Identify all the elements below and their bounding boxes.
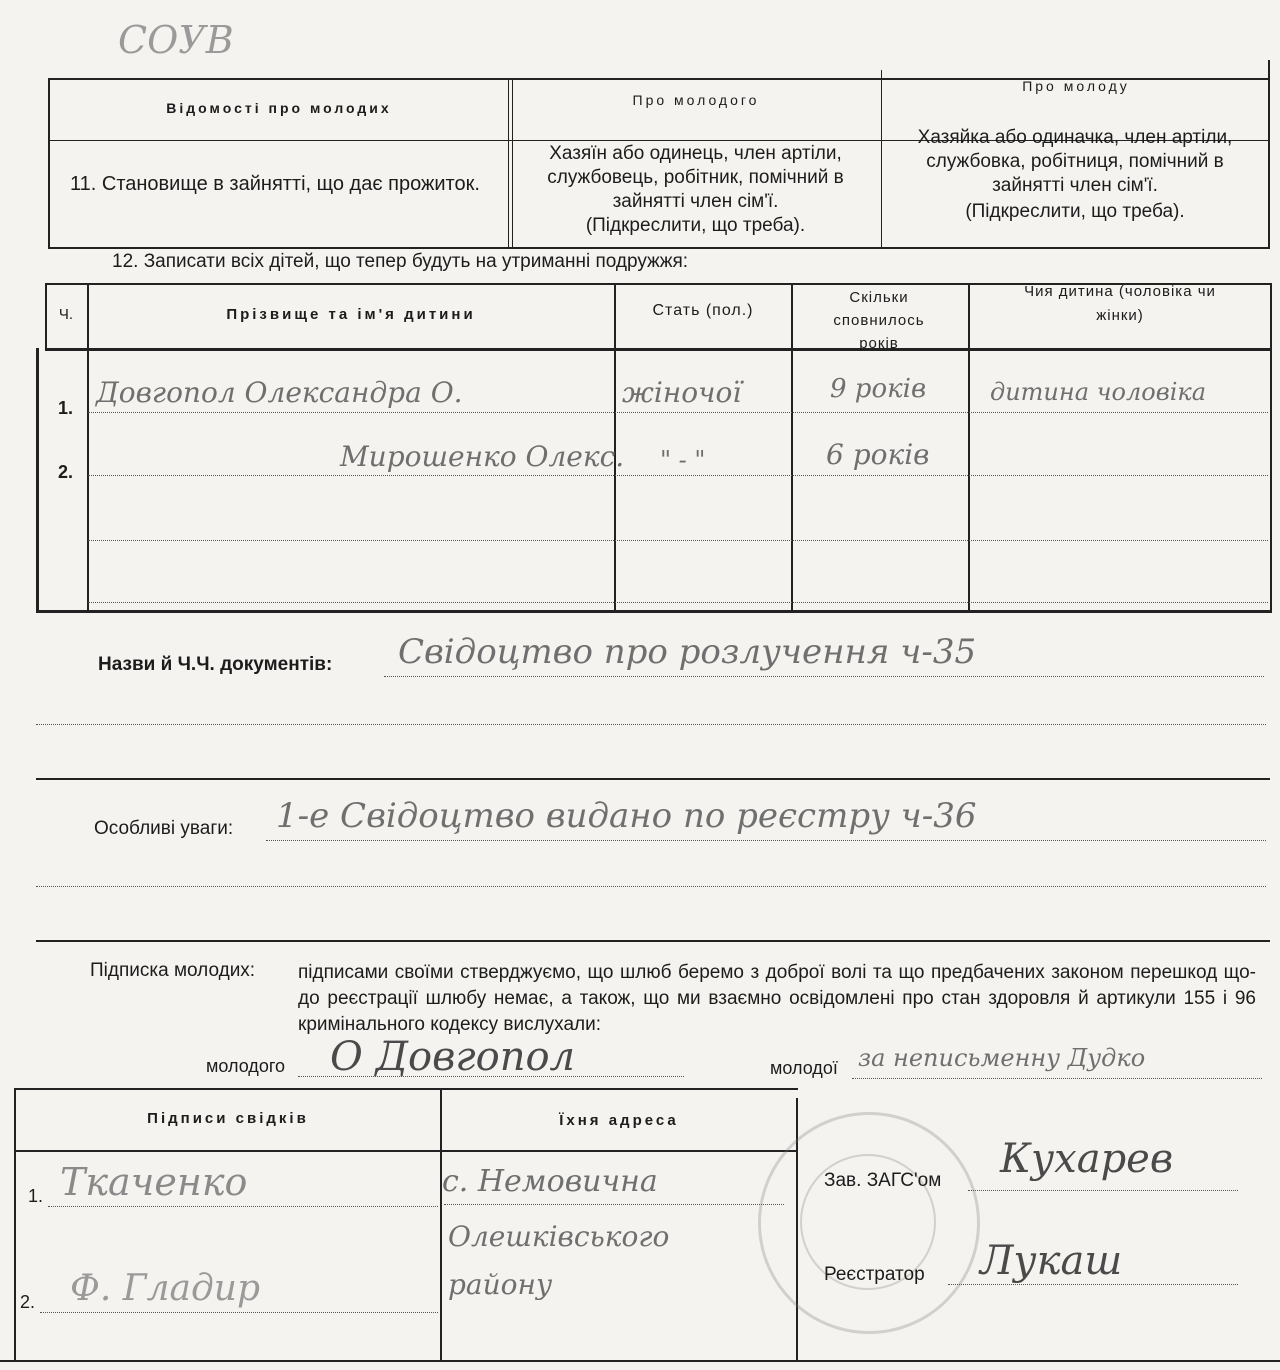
bride-signature-label: молодої [770, 1058, 838, 1078]
info-header: Відомості про молодих [166, 100, 392, 116]
children-section-title: 12. Записати всіх дітей, що тепер будуть на утриманні подружжя: [112, 251, 689, 272]
documents-label: Назви й Ч.Ч. документів: [98, 654, 333, 675]
col-name-header: Прізвище та ім'я дитини [226, 306, 476, 323]
col-whose-header: Чия дитина (чоловіка чи жінки) [1024, 283, 1216, 324]
witness-signature: Ф. Гладир [70, 1268, 261, 1309]
witness-address-header: Їхня адреса [559, 1112, 679, 1129]
child-age: 6 років [826, 438, 930, 471]
bride-occupation-options: Хазяйка або одиначка, член артіли, службовка, робітниця, помічний в зайнятті член сім'ї. [917, 127, 1233, 196]
col-age-header: Скільки сповнилось років [833, 289, 925, 352]
bride-signature: за неписьменну Дудко [858, 1044, 1146, 1072]
col-sex-header: Стать (пол.) [652, 302, 754, 319]
groom-signature: О Довгопол [330, 1034, 575, 1080]
col-number-header: Ч. [58, 306, 74, 323]
child-number: 1. [58, 398, 74, 418]
child-whose: дитина чоловіка [990, 378, 1207, 406]
remarks-label: Особливі уваги: [94, 818, 234, 839]
child-name: Мирошенко Олекс. [340, 440, 625, 473]
bride-occupation-note: (Підкреслити, що треба). [965, 201, 1185, 222]
bride-header: Про молоду [1022, 78, 1130, 94]
groom-occupation-options: Хазяїн або одинець, член артіли, службовець, робітник, помічний в зайнятті член сім'ї. [547, 143, 844, 212]
witness-number: 2. [20, 1292, 36, 1312]
corner-note: СОУВ [118, 18, 234, 62]
groom-header: Про молодого [632, 92, 760, 108]
consent-label: Підписка молодих: [90, 960, 256, 981]
registrar-signature: Лукаш [980, 1238, 1123, 1284]
child-name: Довгопол Олександра О. [96, 376, 463, 409]
witness-number: 1. [28, 1186, 44, 1206]
child-number: 2. [58, 462, 74, 482]
witness-address-line: с. Немовична [442, 1164, 658, 1199]
documents-value: Свідоцтво про розлучення ч-35 [398, 632, 977, 672]
registry-head-signature: Кухарев [1000, 1136, 1174, 1182]
witness-signatures-header: Підписи свідків [147, 1110, 309, 1127]
registry-head-label: Зав. ЗАГС'ом [824, 1170, 942, 1191]
child-age: 9 років [830, 374, 927, 404]
remarks-value: 1-е Свідоцтво видано по реєстру ч-36 [276, 796, 977, 836]
groom-signature-label: молодого [206, 1056, 286, 1076]
child-sex: " - " [660, 446, 706, 474]
witness-address-line: Олешківського [448, 1220, 670, 1253]
registrar-label: Реєстратор [824, 1264, 925, 1285]
witness-signature: Ткаченко [60, 1160, 248, 1204]
consent-text: підписами своїми стверджуємо, що шлюб беремо з доброї волі та що предбачених законом перешкод що-до реєстрації шлюбу немає, а також, що ми взаємно освідомлені про стан здоровля й артикули 155 і 96 кримінального кодексу вислухали: [298, 962, 1256, 1035]
witness-address-line: району [448, 1268, 553, 1301]
child-sex: жіночої [622, 376, 742, 409]
groom-occupation-note: (Підкреслити, що треба). [585, 215, 806, 236]
occupation-label: 11. Становище в зайнятті, що дає прожиток. [70, 173, 480, 195]
